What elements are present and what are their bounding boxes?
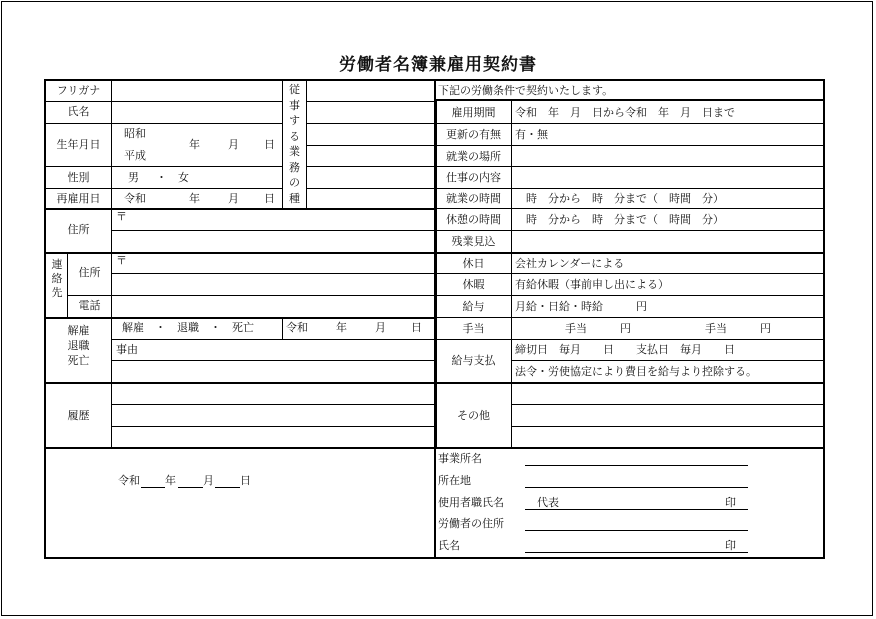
birth-month: 月 <box>228 138 239 151</box>
payment-line-2: 法令・労使協定により費目を給与より控除する。 <box>515 365 757 378</box>
allowance-value-2: 手当 円 <box>705 322 771 335</box>
rule <box>112 339 435 340</box>
other-label: その他 <box>457 409 490 422</box>
termination-era: 令和 <box>286 321 308 334</box>
location-label: 所在地 <box>438 474 471 487</box>
footer-day: 日 <box>240 474 251 487</box>
contact-address-label: 住所 <box>78 266 101 279</box>
rehire-label: 再雇用日 <box>56 192 101 205</box>
female-text: 女 <box>178 171 189 184</box>
rule <box>46 317 435 319</box>
rule <box>46 382 435 384</box>
showa-text: 昭和 <box>124 127 146 140</box>
rule <box>306 166 435 167</box>
rule <box>511 404 823 405</box>
rule <box>436 230 823 231</box>
furigana-label: フリガナ <box>56 84 101 97</box>
day-underline <box>215 487 240 488</box>
rule <box>436 382 823 384</box>
heisei-text: 平成 <box>124 149 146 162</box>
work-label: 仕事の内容 <box>446 171 501 184</box>
holiday-value: 会社カレンダーによる <box>515 257 625 270</box>
period-label: 雇用期間 <box>451 106 496 119</box>
office-name-label: 事業所名 <box>438 452 482 465</box>
gender-label: 性別 <box>67 171 90 184</box>
worker-address-line <box>525 530 748 531</box>
termination-options: 解雇 ・ 退職 ・ 死亡 <box>122 321 254 334</box>
renewal-value: 有・無 <box>515 128 548 141</box>
rule <box>112 426 435 427</box>
rule <box>46 101 282 102</box>
representative-text: 代表 <box>537 496 559 509</box>
employer-line <box>525 509 748 510</box>
rule <box>436 166 823 167</box>
salary-label: 給与 <box>462 300 485 313</box>
overtime-label: 残業見込 <box>451 235 496 248</box>
contact-postal-mark: 〒 <box>116 254 127 267</box>
termination-month: 月 <box>375 321 386 334</box>
termination-label: 解雇 退職 死亡 <box>67 324 90 367</box>
postal-mark: 〒 <box>116 210 127 223</box>
rehire-month: 月 <box>228 192 239 205</box>
termination-year: 年 <box>336 321 347 334</box>
payment-label: 給与支払 <box>451 354 496 367</box>
rule <box>511 426 823 427</box>
salary-value: 月給・日給・時給 円 <box>515 300 647 313</box>
break-label: 休憩の時間 <box>446 213 501 226</box>
rule <box>436 339 823 340</box>
rule <box>46 188 282 189</box>
period-value: 令和 年 月 日から令和 年 月 日まで <box>515 106 735 119</box>
break-value: 時 分から 時 分まで（ 時間 分） <box>515 213 724 226</box>
birth-day: 日 <box>264 138 275 151</box>
document-title: 労働者名簿兼雇用契約書 <box>339 55 537 75</box>
seal-mark: 印 <box>725 496 736 509</box>
rule <box>112 404 435 405</box>
employer-label: 使用者職氏名 <box>438 496 504 509</box>
worker-name-label: 氏名 <box>438 539 460 552</box>
rule <box>282 318 283 339</box>
birth-label: 生年月日 <box>56 138 101 151</box>
male-text: 男 <box>128 171 139 184</box>
address-label: 住所 <box>67 223 90 236</box>
footer-era: 令和 <box>118 474 140 487</box>
location-line <box>525 487 748 488</box>
worker-name-line <box>525 552 748 553</box>
footer-month: 月 <box>203 474 214 487</box>
termination-day: 日 <box>411 321 422 334</box>
rule <box>306 145 435 146</box>
birth-year: 年 <box>189 138 200 151</box>
payment-line-1: 締切日 毎月 日 支払日 毎月 日 <box>515 343 735 356</box>
history-label: 履歴 <box>67 409 90 422</box>
worker-address-label: 労働者の住所 <box>438 517 504 530</box>
rule <box>68 295 435 296</box>
rehire-day: 日 <box>264 192 275 205</box>
holiday-label: 休日 <box>462 257 485 270</box>
office-name-line <box>525 465 748 466</box>
gender-dot: ・ <box>156 171 167 184</box>
allowance-label: 手当 <box>462 322 485 335</box>
vacation-label: 休暇 <box>462 278 485 291</box>
rule <box>111 80 112 447</box>
contact-label: 連 絡 先 <box>51 258 63 299</box>
hours-value: 時 分から 時 分まで（ 時間 分） <box>515 192 724 205</box>
rule <box>436 145 823 146</box>
intro-text: 下記の労働条件で契約いたします。 <box>438 84 614 97</box>
rule <box>436 273 823 274</box>
rule <box>112 273 435 274</box>
allowance-value-1: 手当 円 <box>565 322 631 335</box>
vacation-value: 有給休暇（事前申し出による） <box>515 278 669 291</box>
rule <box>436 123 823 124</box>
phone-label: 電話 <box>78 299 101 312</box>
rehire-era: 令和 <box>124 192 146 205</box>
year-underline <box>141 487 165 488</box>
rule <box>306 123 435 124</box>
rule <box>46 208 435 210</box>
rule <box>306 80 307 208</box>
hours-label: 就業の時間 <box>446 192 501 205</box>
rule <box>436 317 823 318</box>
rule <box>436 295 823 296</box>
place-label: 就業の場所 <box>446 150 501 163</box>
rule <box>306 101 435 102</box>
month-underline <box>178 487 203 488</box>
name-label: 氏名 <box>67 105 90 118</box>
duty-label: 従 事 す る 業 務 の 種 <box>289 83 300 205</box>
rule <box>306 188 435 189</box>
renewal-label: 更新の有無 <box>446 128 501 141</box>
rule <box>112 230 435 231</box>
rule <box>436 208 823 209</box>
rule <box>112 360 435 361</box>
rule <box>46 123 282 124</box>
rule <box>436 252 823 254</box>
rule <box>436 188 823 189</box>
rule <box>511 360 823 361</box>
footer-year: 年 <box>165 474 176 487</box>
rule <box>46 166 282 167</box>
rule <box>46 252 435 254</box>
rehire-year: 年 <box>189 192 200 205</box>
reason-label: 事由 <box>116 343 138 356</box>
seal-mark-2: 印 <box>725 539 736 552</box>
